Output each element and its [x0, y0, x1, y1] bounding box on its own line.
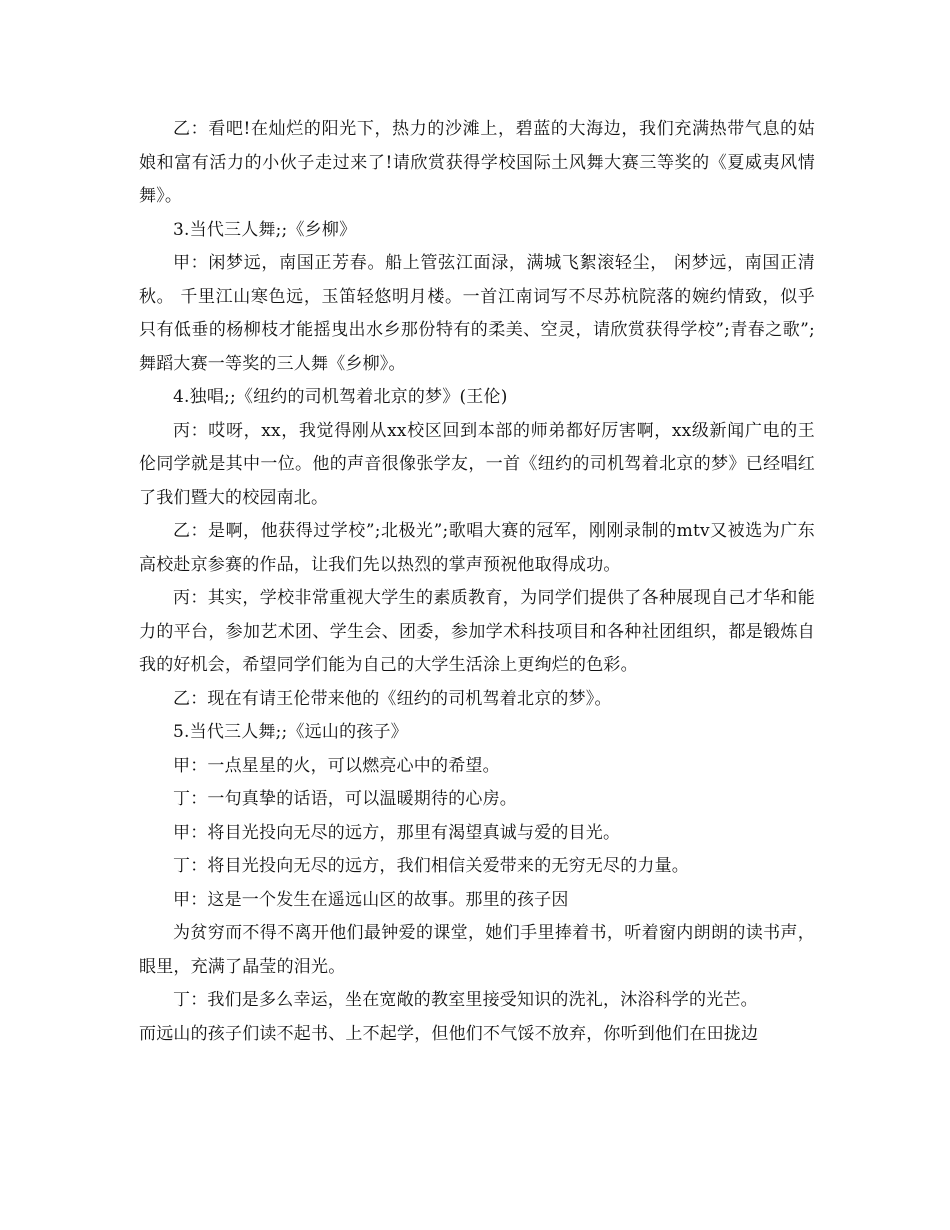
paragraph: 甲：闲梦远，南国正芳春。船上管弦江面渌，满城飞絮滚轻尘， 闲梦远，南国正清秋。 千里江山寒色远，玉笛轻悠明月楼。一首江南词写不尽苏杭院落的婉约情致，似乎只有低垂的杨柳枝才能摇曳出水乡那份特有的柔美、空灵，请欣赏获得学校”;青春之歌”;舞蹈大赛一等奖的三人舞《乡柳》。 [139, 253, 815, 374]
paragraph: 丁：一句真挚的话语，可以温暖期待的心房。 [173, 789, 517, 809]
paragraph: 乙：是啊，他获得过学校”;北极光”;歌唱大赛的冠军，刚刚录制的mtv又被选为广东高校赴京参赛的作品，让我们先以热烈的掌声预祝他取得成功。 [139, 521, 815, 575]
paragraph: 甲：这是一个发生在遥远山区的故事。那里的孩子因 [173, 889, 569, 910]
paragraph: 丙：其实，学校非常重视大学生的素质教育，为同学们提供了各种展现自己才华和能力的平台，参加艺术团、学生会、团委，参加学术科技项目和各种社团组织，都是锻炼自我的好机会，希望同学们能为自己的大学生活涂上更绚烂的色彩。 [139, 588, 815, 675]
section-heading: 5.当代三人舞;;《远山的孩子》 [173, 722, 408, 742]
section-heading: 3.当代三人舞;;《乡柳》 [173, 219, 357, 240]
paragraph: 为贫穷而不得不离开他们最钟爱的课堂，她们手里捧着书，听着窗内朗朗的读书声，眼里，充满了晶莹的泪光。 [139, 923, 815, 977]
paragraph: 乙：现在有请王伦带来他的《纽约的司机驾着北京的梦》。 [173, 688, 612, 709]
paragraph: 甲：一点星星的火，可以燃亮心中的希望。 [173, 755, 500, 776]
paragraph: 丙：哎呀，xx，我觉得刚从xx校区回到本部的师弟都好厉害啊，xx级新闻广电的王伦同学就是其中一位。他的声音很像张学友，一首《纽约的司机驾着北京的梦》已经唱红了我们暨大的校园南北。 [139, 420, 815, 508]
paragraph: 乙：看吧!在灿烂的阳光下，热力的沙滩上，碧蓝的大海边，我们充满热带气息的姑娘和富有活力的小伙子走过来了!请欣赏获得学校国际土风舞大赛三等奖的《夏威夷风情舞》。 [139, 119, 815, 206]
document-body [139, 113, 815, 1051]
paragraph: 丁：我们是多么幸运，坐在宽敞的教室里接受知识的洗礼，沐浴科学的光芒。 [173, 990, 758, 1010]
paragraph: 甲：将目光投向无尽的远方，那里有渴望真诚与爱的目光。 [173, 822, 621, 843]
paragraph: 而远山的孩子们读不起书、上不起学，但他们不气馁不放弃，你听到他们在田拢边 [139, 1023, 759, 1044]
paragraph: 丁：将目光投向无尽的远方，我们相信关爱带来的无穷无尽的力量。 [173, 856, 689, 876]
section-heading: 4.独唱;;《纽约的司机驾着北京的梦》(王伦) [173, 387, 508, 407]
